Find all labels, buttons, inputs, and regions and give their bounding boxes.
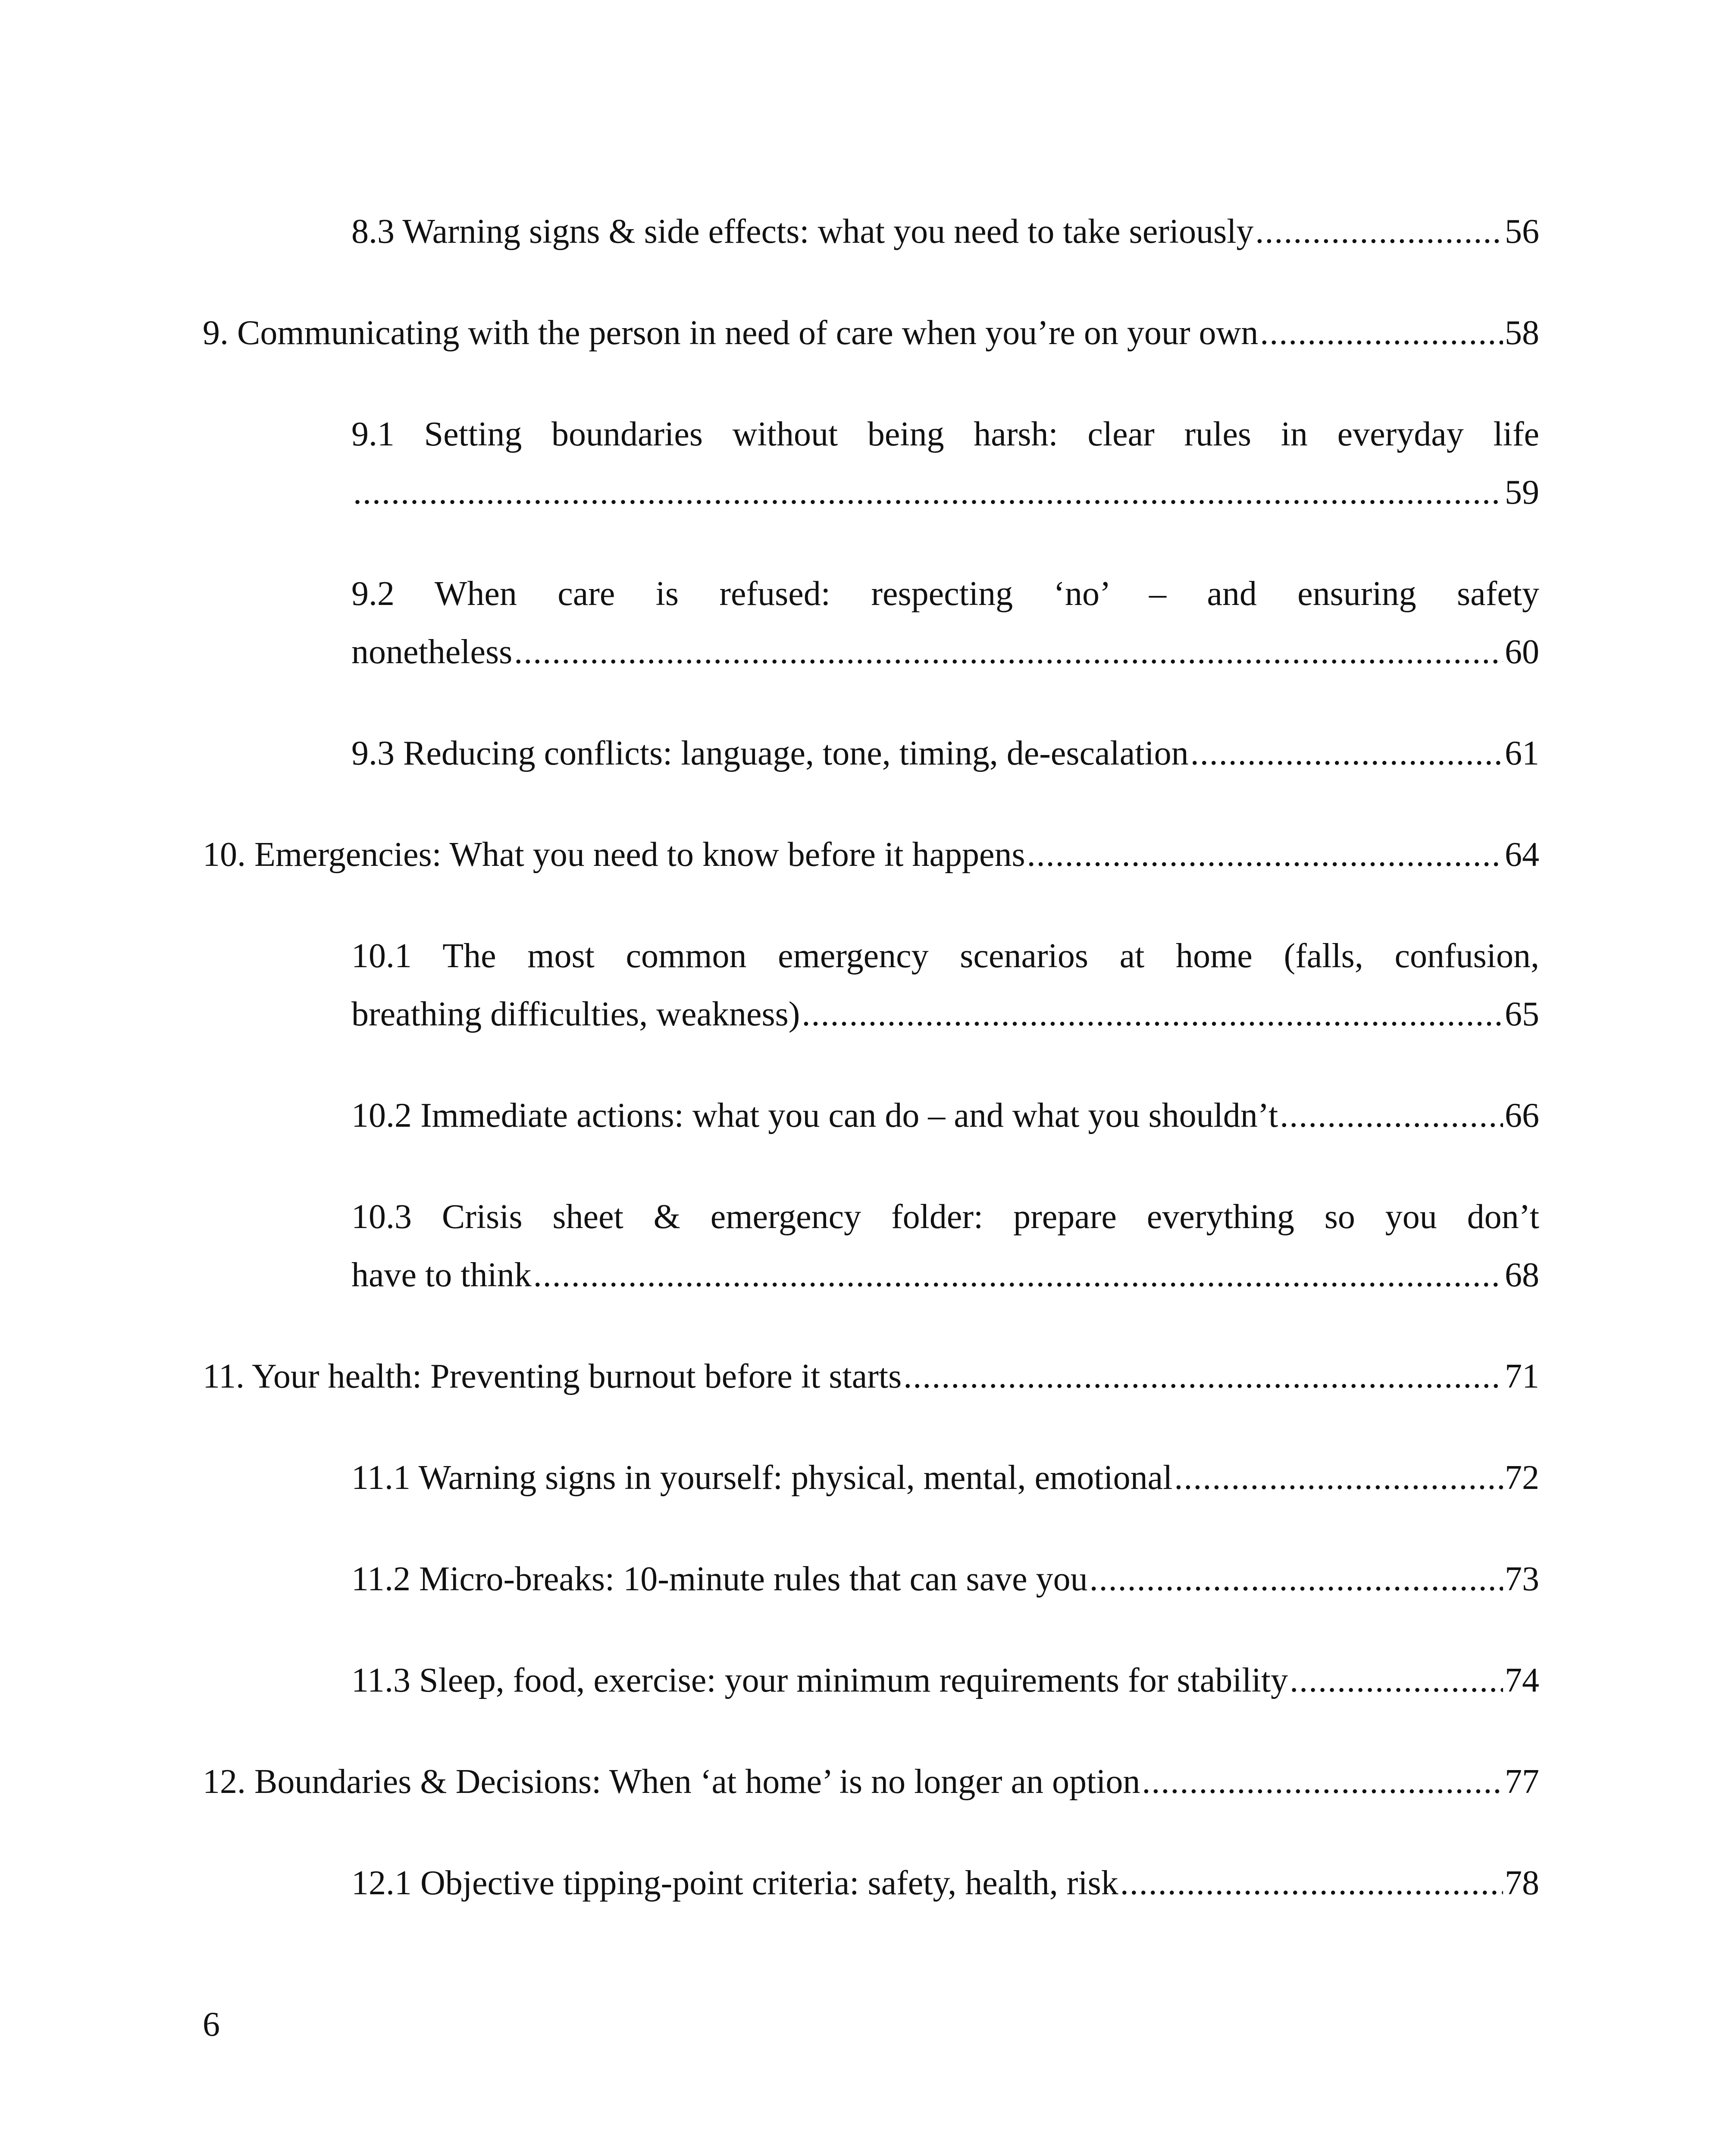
toc-line bbox=[351, 1087, 1539, 1145]
toc-line bbox=[351, 724, 1539, 783]
toc-entry-title: 11.1 Warning signs in yourself: physical, mental, emotional bbox=[351, 1459, 1173, 1497]
toc-entry-11[interactable] bbox=[203, 1348, 1539, 1406]
toc-entry-9[interactable] bbox=[203, 304, 1539, 362]
toc-page-number: 58 bbox=[1505, 314, 1539, 352]
toc-entry-title: 11.3 Sleep, food, exercise: your minimum requirements for stability bbox=[351, 1661, 1288, 1699]
toc-page-number: 77 bbox=[1505, 1763, 1539, 1801]
toc-entry-title: 10. Emergencies: What you need to know before it happens bbox=[203, 836, 1025, 874]
toc-page-number: 56 bbox=[1505, 213, 1539, 251]
dot-leader bbox=[1190, 724, 1503, 783]
toc-entry-title: 9. Communicating with the person in need of care when you’re on your own bbox=[203, 314, 1259, 352]
toc-page-number: 71 bbox=[1505, 1357, 1539, 1395]
toc-page-number: 73 bbox=[1505, 1560, 1539, 1598]
toc-entry-12-1[interactable] bbox=[351, 1854, 1539, 1912]
dot-leader bbox=[533, 1246, 1503, 1304]
toc-page-number: 68 bbox=[1505, 1256, 1539, 1294]
toc-page-number: 78 bbox=[1505, 1864, 1539, 1902]
toc-entry-9-2[interactable] bbox=[351, 565, 1539, 681]
toc-line bbox=[351, 985, 1539, 1044]
dot-leader bbox=[1142, 1753, 1503, 1811]
toc-entry-title-line1: 9.2 When care is refused: respecting ‘no’ – and ensuring safety bbox=[351, 575, 1539, 613]
toc-entry-title-line2: have to think bbox=[351, 1256, 532, 1294]
toc-page-number: 61 bbox=[1505, 734, 1539, 772]
toc-entry-10-1[interactable] bbox=[351, 927, 1539, 1044]
dot-leader bbox=[1280, 1087, 1503, 1145]
toc-entry-title-line2: breathing difficulties, weakness) bbox=[351, 995, 800, 1033]
toc-entry-12[interactable] bbox=[203, 1753, 1539, 1811]
toc-entry-11-3[interactable] bbox=[351, 1651, 1539, 1710]
dot-leader bbox=[1090, 1550, 1503, 1608]
toc-line bbox=[351, 1651, 1539, 1710]
toc-entry-11-1[interactable] bbox=[351, 1449, 1539, 1507]
toc-page-number: 59 bbox=[1505, 473, 1539, 511]
toc-entry-10-2[interactable] bbox=[351, 1087, 1539, 1145]
toc-line bbox=[203, 826, 1539, 884]
toc-line bbox=[351, 623, 1539, 681]
toc-line bbox=[203, 1753, 1539, 1811]
dot-leader bbox=[514, 623, 1503, 681]
toc-page-number: 72 bbox=[1505, 1459, 1539, 1497]
toc-line bbox=[351, 1449, 1539, 1507]
toc-line bbox=[203, 304, 1539, 362]
toc-line bbox=[351, 1246, 1539, 1304]
dot-leader bbox=[1255, 203, 1503, 261]
toc-line bbox=[351, 203, 1539, 261]
toc-entry-title-line1: 10.1 The most common emergency scenarios at home (falls, confusion, bbox=[351, 937, 1539, 975]
toc-entry-9-1[interactable] bbox=[351, 405, 1539, 522]
toc-entry-title: 8.3 Warning signs & side effects: what you need to take seriously bbox=[351, 213, 1254, 251]
toc-entry-10[interactable] bbox=[203, 826, 1539, 884]
toc-entry-title-line1: 10.3 Crisis sheet & emergency folder: prepare everything so you don’t bbox=[351, 1198, 1539, 1236]
dot-leader bbox=[802, 985, 1503, 1044]
toc-entry-10-3[interactable] bbox=[351, 1188, 1539, 1304]
toc-entry-title: 12. Boundaries & Decisions: When ‘at home’ is no longer an option bbox=[203, 1763, 1140, 1801]
dot-leader bbox=[1120, 1854, 1503, 1912]
toc-entry-title: 9.3 Reducing conflicts: language, tone, timing, de-escalation bbox=[351, 734, 1189, 772]
dot-leader bbox=[1027, 826, 1503, 884]
dot-leader bbox=[1260, 304, 1503, 362]
toc-entry-9-3[interactable] bbox=[351, 724, 1539, 783]
toc-entry-8-3[interactable] bbox=[351, 203, 1539, 261]
dot-leader bbox=[1174, 1449, 1503, 1507]
toc-line bbox=[203, 1348, 1539, 1406]
toc-page-number: 74 bbox=[1505, 1661, 1539, 1699]
dot-leader bbox=[1290, 1651, 1503, 1710]
toc-page-number: 66 bbox=[1505, 1097, 1539, 1134]
dot-leader bbox=[353, 464, 1503, 522]
toc-entry-11-2[interactable] bbox=[351, 1550, 1539, 1608]
toc-page-number: 65 bbox=[1505, 995, 1539, 1033]
toc-entry-title: 12.1 Objective tipping-point criteria: safety, health, risk bbox=[351, 1864, 1118, 1902]
toc-page-number: 64 bbox=[1505, 836, 1539, 874]
toc-entry-title: 10.2 Immediate actions: what you can do – and what you shouldn’t bbox=[351, 1097, 1278, 1134]
toc-line bbox=[351, 1854, 1539, 1912]
page-number: 6 bbox=[203, 2006, 220, 2043]
toc-line bbox=[351, 1550, 1539, 1608]
toc-line bbox=[351, 464, 1539, 522]
toc-page-number: 60 bbox=[1505, 633, 1539, 671]
toc-entry-title: 11. Your health: Preventing burnout before it starts bbox=[203, 1357, 902, 1395]
toc-entry-title-line2: nonetheless bbox=[351, 633, 513, 671]
dot-leader bbox=[903, 1348, 1503, 1406]
toc-entry-title-line1: 9.1 Setting boundaries without being harsh: clear rules in everyday life bbox=[351, 415, 1539, 453]
toc-entry-title: 11.2 Micro-breaks: 10-minute rules that can save you bbox=[351, 1560, 1088, 1598]
